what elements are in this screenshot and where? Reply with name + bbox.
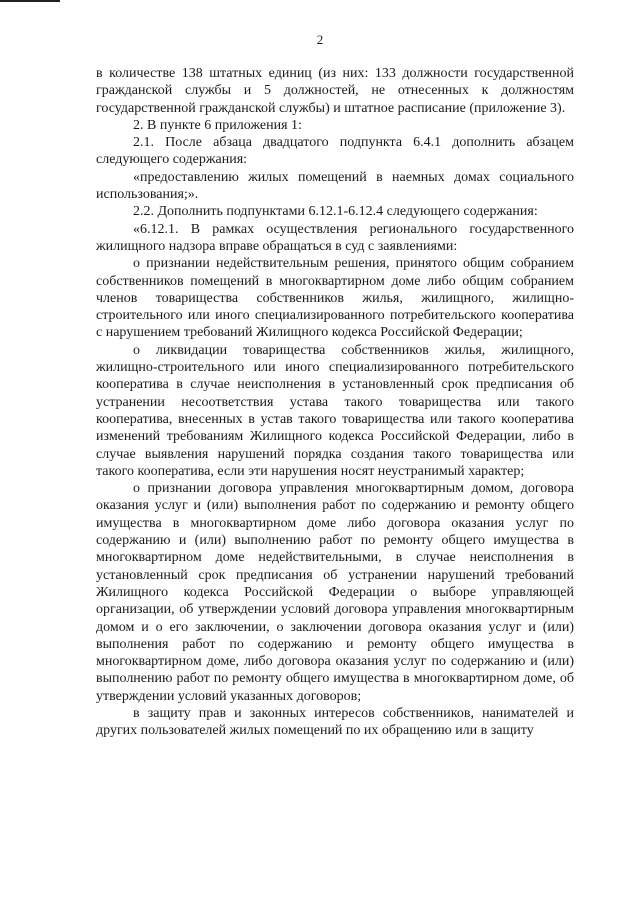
- paragraph: 2.1. После абзаца двадцатого подпункта 6.4.1 дополнить абзацем следующего содержания:: [96, 135, 574, 168]
- paragraph: «предоставлению жилых помещений в наемных домах социального использования;».: [96, 169, 574, 203]
- paragraph: о признании недействительным решения, принятого общим собранием собственников помещений в многоквартирном доме либо общим собранием членов товарищества собственников жилья, жилищного, жилищно-строительного или иного специализированного потребительского кооператива с нарушением требований Жилищного кодекса Российской Федерации;: [96, 256, 574, 341]
- paragraph: в количестве 138 штатных единиц (из них: 133 должности государственной гражданской службы и 5 должностей, не отнесенных к должностям государственной гражданской службы) и штатное расписание (приложение 3).: [96, 66, 574, 116]
- paragraph: 2. В пункте 6 приложения 1:: [133, 117, 302, 133]
- scan-edge-mark: [0, 0, 60, 2]
- paragraph: «6.12.1. В рамках осуществления регионального государственного жилищного надзора вправе обращаться в суд с заявлениями:: [96, 221, 574, 254]
- paragraph: в защиту прав и законных интересов собственников, нанимателей и других пользователей жилых помещений по их обращению или в защиту: [96, 705, 574, 739]
- paragraph: о признании договора управления многоквартирным домом, договора оказания услуг и (или) выполнения работ по содержанию и ремонту общего имущества в многоквартирном доме либо договора оказания услуг по содержанию и (или) выполнению работ по ремонту общего имущества в многоквартирном доме недействительными, в случае неисполнения в установленный срок предписания об устранении нарушений требований Жилищного кодекса Российской Федерации о выборе управляющей организации, об утверждении условий договора управления многоквартирным домом и о его заключении, о заключении договора оказания услуг и (или) выполнения работ по содержанию и ремонту общего имущества в многоквартирном доме, либо договора оказания услуг по содержанию и (или) выполнению работ по ремонту общего имущества в многоквартирном доме, об утверждении условий указанных договоров;: [96, 481, 574, 704]
- page-number: 2: [316, 32, 324, 47]
- document-body: [96, 65, 574, 740]
- paragraph: о ликвидации товарищества собственников жилья, жилищного, жилищно-строительного или иного специализированного потребительского кооператива в случае неисполнения в установленный срок предписания об устранении несоответствия устава такого товарищества или такого кооператива, внесенных в устав такого товарищества или такого кооператива изменений требованиям Жилищного кодекса Российской Федерации, либо в случае выявления нарушений порядка создания такого товарищества или такого кооператива, если эти нарушения носят неустранимый характер;: [96, 342, 574, 479]
- paragraph: 2.2. Дополнить подпунктами 6.12.1-6.12.4 следующего содержания:: [133, 204, 538, 220]
